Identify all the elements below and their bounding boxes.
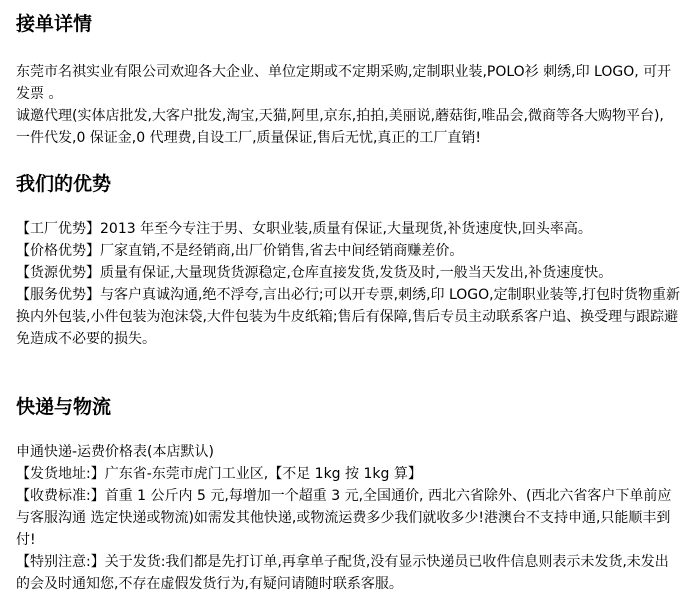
shipping-body bbox=[16, 441, 682, 595]
section-title-shipping: 快递与物流 bbox=[16, 396, 112, 418]
fee-standard-text: 【收费标准:】首重 1 公斤内 5 元,每增加一个超重 3 元,全国通价, 西北六省除外、(西北六省客户下单前应与客服沟通 选定快递或物流)如需发其他快递,或物流运费多少我们就收多少!港澳台不支持申通,只能顺丰到付! bbox=[16, 488, 672, 548]
company-intro-text: 东莞市名祺实业有限公司欢迎各大企业、单位定期或不定期采购,定制职业装,POLO衫 刺绣,印 LOGO, 可开发票 。 bbox=[16, 64, 672, 102]
section-title-advantages: 我们的优势 bbox=[16, 173, 112, 195]
shipping-table-title: 申通快递-运费价格表(本店默认) bbox=[16, 444, 214, 460]
ship-from-address-text: 【发货地址:】广东省-东莞市虎门工业区,【不足 1kg 按 1kg 算】 bbox=[16, 466, 422, 482]
service-advantage-text: 【服务优势】与客户真诚沟通,绝不浮夸,言出必行;可以开专票,刺绣,印 LOGO,定制职业装等,打包时货物重新换内外包装,小件包装为泡沫袋,大件包装为牛皮纸箱;售后有保障,售后专员主动联系客户追、换受理与跟踪避免造成不必要的损失。 bbox=[16, 287, 681, 347]
order-details-body bbox=[16, 61, 682, 149]
advantages-body bbox=[16, 218, 682, 350]
section-title-order-details: 接单详情 bbox=[16, 13, 93, 35]
price-advantage-text: 【价格优势】厂家直销,不是经销商,出厂价销售,省去中间经销商赚差价。 bbox=[16, 243, 464, 259]
special-notice-text: 【特别注意:】关于发货:我们都是先打订单,再拿单子配货,没有显示快递员已收件信息则表示未发货,未发出的会及时通知您,不存在虚假发货行为,有疑问请随时联系客服。 bbox=[16, 554, 669, 592]
factory-advantage-text: 【工厂优势】2013 年至今专注于男、女职业装,质量有保证,大量现货,补货速度快,回头率高。 bbox=[16, 221, 592, 237]
agent-recruit-text: 诚邀代理(实体店批发,大客户批发,淘宝,天猫,阿里,京东,拍拍,美丽说,蘑菇街,唯品会,微商等各大购物平台), 一件代发,0 保证金,0 代理费,自设工厂,质量保证,售后无忧,真正的工厂直销! bbox=[16, 108, 664, 146]
supply-advantage-text: 【货源优势】质量有保证,大量现货货源稳定,仓库直接发货,发货及时,一般当天发出,补货速度快。 bbox=[16, 265, 613, 281]
